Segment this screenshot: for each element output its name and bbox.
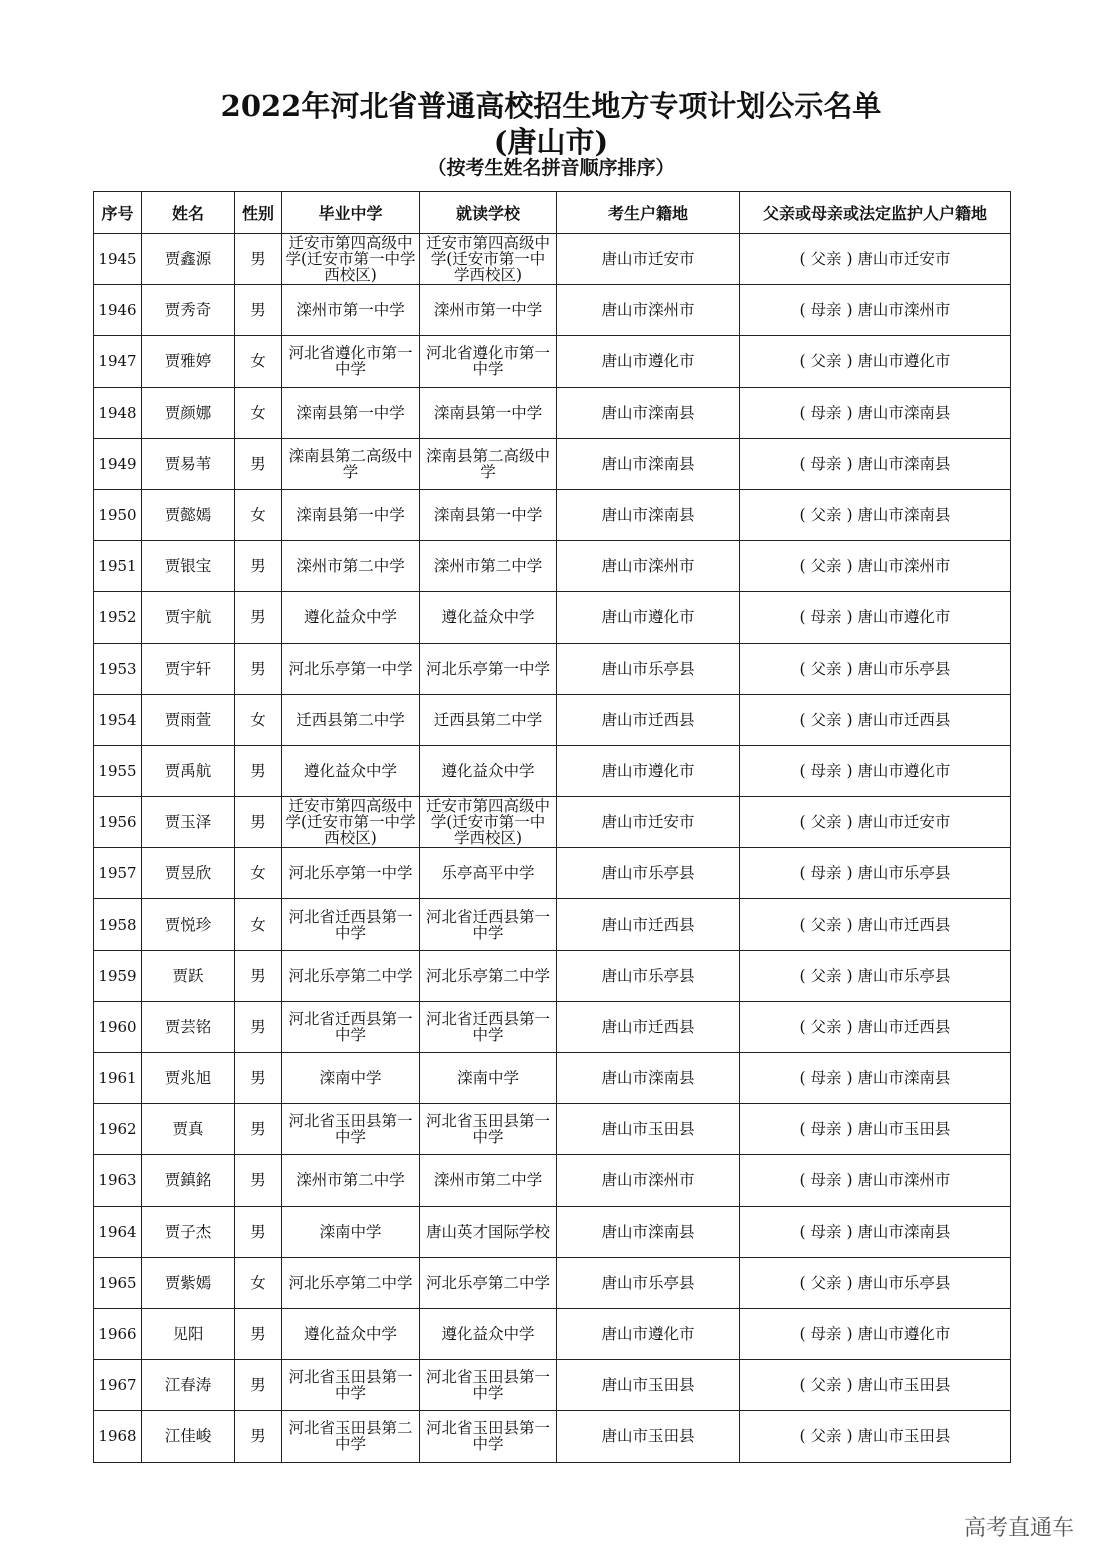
cell-seq: 1965 xyxy=(94,1257,142,1308)
cell-name: 贾秀奇 xyxy=(142,285,235,336)
cell-student-residence: 唐山市迁西县 xyxy=(557,694,740,745)
cell-graduated-school: 滦南中学 xyxy=(282,1206,420,1257)
table-row xyxy=(94,848,1011,899)
cell-guardian-residence: ( 母亲 ) 唐山市滦南县 xyxy=(740,1206,1011,1257)
cell-current-school: 河北省遵化市第一中学 xyxy=(420,336,557,387)
cell-seq: 1968 xyxy=(94,1411,142,1462)
table-row xyxy=(94,694,1011,745)
cell-current-school: 河北省玉田县第一中学 xyxy=(420,1104,557,1155)
cell-student-residence: 唐山市滦州市 xyxy=(557,1155,740,1206)
cell-guardian-residence: ( 母亲 ) 唐山市遵化市 xyxy=(740,1308,1011,1359)
cell-seq: 1967 xyxy=(94,1360,142,1411)
page-subtitle-city: (唐山市) xyxy=(493,125,609,159)
cell-graduated-school: 滦州市第二中学 xyxy=(282,541,420,592)
cell-name: 江春涛 xyxy=(142,1360,235,1411)
cell-guardian-residence: ( 母亲 ) 唐山市滦州市 xyxy=(740,285,1011,336)
cell-current-school: 河北省迁西县第一中学 xyxy=(420,899,557,950)
header-guardian-residence: 父亲或母亲或法定监护人户籍地 xyxy=(740,192,1011,234)
table-row xyxy=(94,438,1011,489)
cell-student-residence: 唐山市玉田县 xyxy=(557,1411,740,1462)
cell-graduated-school: 河北省迁西县第一中学 xyxy=(282,1001,420,1052)
cell-student-residence: 唐山市迁西县 xyxy=(557,1001,740,1052)
cell-name: 贾宇轩 xyxy=(142,643,235,694)
cell-guardian-residence: ( 父亲 ) 唐山市乐亭县 xyxy=(740,1257,1011,1308)
cell-graduated-school: 遵化益众中学 xyxy=(282,592,420,643)
cell-name: 江佳峻 xyxy=(142,1411,235,1462)
cell-guardian-residence: ( 母亲 ) 唐山市乐亭县 xyxy=(740,848,1011,899)
table-row xyxy=(94,336,1011,387)
cell-seq: 1963 xyxy=(94,1155,142,1206)
cell-current-school: 迁安市第四高级中学(迁安市第一中学西校区) xyxy=(420,797,557,848)
cell-graduated-school: 滦南县第一中学 xyxy=(282,489,420,540)
table-row xyxy=(94,1257,1011,1308)
page-subtitle-sort-note: （按考生姓名拼音顺序排序） xyxy=(427,157,675,179)
cell-current-school: 遵化益众中学 xyxy=(420,1308,557,1359)
cell-gender: 男 xyxy=(235,1104,282,1155)
cell-guardian-residence: ( 母亲 ) 唐山市滦南县 xyxy=(740,1053,1011,1104)
cell-seq: 1960 xyxy=(94,1001,142,1052)
cell-gender: 女 xyxy=(235,848,282,899)
cell-name: 贾兆旭 xyxy=(142,1053,235,1104)
cell-gender: 女 xyxy=(235,489,282,540)
table-row xyxy=(94,1360,1011,1411)
table-header-row xyxy=(94,192,1011,234)
cell-name: 贾银宝 xyxy=(142,541,235,592)
table-row xyxy=(94,797,1011,848)
cell-current-school: 河北省玉田县第一中学 xyxy=(420,1411,557,1462)
table-row xyxy=(94,1308,1011,1359)
cell-name: 贾昱欣 xyxy=(142,848,235,899)
cell-name: 贾懿嫣 xyxy=(142,489,235,540)
cell-graduated-school: 河北省遵化市第一中学 xyxy=(282,336,420,387)
header-name: 姓名 xyxy=(142,192,235,234)
table-row xyxy=(94,285,1011,336)
table-row xyxy=(94,541,1011,592)
table-row xyxy=(94,489,1011,540)
cell-guardian-residence: ( 父亲 ) 唐山市乐亭县 xyxy=(740,950,1011,1001)
cell-name: 贾鑫源 xyxy=(142,234,235,285)
cell-seq: 1952 xyxy=(94,592,142,643)
watermark-text: 高考直通车 xyxy=(963,1516,1074,1541)
cell-name: 贾易苇 xyxy=(142,438,235,489)
cell-student-residence: 唐山市乐亭县 xyxy=(557,1257,740,1308)
cell-name: 贾芸铭 xyxy=(142,1001,235,1052)
cell-guardian-residence: ( 父亲 ) 唐山市乐亭县 xyxy=(740,643,1011,694)
cell-current-school: 唐山英才国际学校 xyxy=(420,1206,557,1257)
cell-current-school: 乐亭高平中学 xyxy=(420,848,557,899)
cell-graduated-school: 滦州市第一中学 xyxy=(282,285,420,336)
cell-current-school: 河北乐亭第二中学 xyxy=(420,1257,557,1308)
cell-student-residence: 唐山市遵化市 xyxy=(557,336,740,387)
cell-graduated-school: 河北省玉田县第一中学 xyxy=(282,1360,420,1411)
cell-student-residence: 唐山市滦南县 xyxy=(557,1053,740,1104)
cell-seq: 1954 xyxy=(94,694,142,745)
cell-current-school: 遵化益众中学 xyxy=(420,592,557,643)
table-row xyxy=(94,745,1011,796)
table-row xyxy=(94,950,1011,1001)
cell-name: 贾子杰 xyxy=(142,1206,235,1257)
cell-student-residence: 唐山市滦州市 xyxy=(557,285,740,336)
cell-seq: 1961 xyxy=(94,1053,142,1104)
cell-gender: 男 xyxy=(235,797,282,848)
cell-graduated-school: 迁安市第四高级中学(迁安市第一中学西校区) xyxy=(282,234,420,285)
cell-gender: 男 xyxy=(235,592,282,643)
cell-seq: 1955 xyxy=(94,745,142,796)
cell-current-school: 河北乐亭第一中学 xyxy=(420,643,557,694)
cell-current-school: 河北省玉田县第一中学 xyxy=(420,1360,557,1411)
cell-current-school: 滦南县第一中学 xyxy=(420,387,557,438)
cell-current-school: 迁西县第二中学 xyxy=(420,694,557,745)
cell-gender: 女 xyxy=(235,694,282,745)
cell-graduated-school: 滦南县第一中学 xyxy=(282,387,420,438)
cell-name: 贾鎮銘 xyxy=(142,1155,235,1206)
cell-gender: 男 xyxy=(235,950,282,1001)
cell-current-school: 河北省迁西县第一中学 xyxy=(420,1001,557,1052)
cell-seq: 1951 xyxy=(94,541,142,592)
header-seq: 序号 xyxy=(94,192,142,234)
table-row xyxy=(94,1104,1011,1155)
cell-student-residence: 唐山市滦州市 xyxy=(557,541,740,592)
cell-name: 贾悦珍 xyxy=(142,899,235,950)
cell-guardian-residence: ( 父亲 ) 唐山市迁安市 xyxy=(740,797,1011,848)
cell-seq: 1945 xyxy=(94,234,142,285)
cell-graduated-school: 迁西县第二中学 xyxy=(282,694,420,745)
cell-gender: 男 xyxy=(235,745,282,796)
cell-student-residence: 唐山市滦南县 xyxy=(557,489,740,540)
cell-gender: 男 xyxy=(235,1206,282,1257)
cell-gender: 男 xyxy=(235,541,282,592)
cell-seq: 1947 xyxy=(94,336,142,387)
cell-student-residence: 唐山市乐亭县 xyxy=(557,643,740,694)
cell-current-school: 滦南中学 xyxy=(420,1053,557,1104)
cell-guardian-residence: ( 父亲 ) 唐山市玉田县 xyxy=(740,1360,1011,1411)
cell-current-school: 滦南县第一中学 xyxy=(420,489,557,540)
cell-graduated-school: 遵化益众中学 xyxy=(282,745,420,796)
cell-guardian-residence: ( 父亲 ) 唐山市迁西县 xyxy=(740,899,1011,950)
cell-student-residence: 唐山市滦南县 xyxy=(557,387,740,438)
table-row xyxy=(94,1001,1011,1052)
cell-seq: 1953 xyxy=(94,643,142,694)
cell-student-residence: 唐山市遵化市 xyxy=(557,745,740,796)
cell-current-school: 迁安市第四高级中学(迁安市第一中学西校区) xyxy=(420,234,557,285)
cell-name: 贾宇航 xyxy=(142,592,235,643)
cell-gender: 男 xyxy=(235,1360,282,1411)
header-graduated-school: 毕业中学 xyxy=(282,192,420,234)
cell-name: 见阳 xyxy=(142,1308,235,1359)
cell-seq: 1966 xyxy=(94,1308,142,1359)
cell-guardian-residence: ( 母亲 ) 唐山市遵化市 xyxy=(740,592,1011,643)
admission-list-table xyxy=(93,191,1011,1463)
cell-graduated-school: 滦南县第二高级中学 xyxy=(282,438,420,489)
cell-guardian-residence: ( 父亲 ) 唐山市遵化市 xyxy=(740,336,1011,387)
cell-current-school: 河北乐亭第二中学 xyxy=(420,950,557,1001)
header-student-residence: 考生户籍地 xyxy=(557,192,740,234)
cell-guardian-residence: ( 父亲 ) 唐山市迁安市 xyxy=(740,234,1011,285)
cell-current-school: 滦州市第一中学 xyxy=(420,285,557,336)
header-current-school: 就读学校 xyxy=(420,192,557,234)
cell-guardian-residence: ( 母亲 ) 唐山市滦南县 xyxy=(740,438,1011,489)
cell-seq: 1956 xyxy=(94,797,142,848)
table-row xyxy=(94,1053,1011,1104)
cell-gender: 男 xyxy=(235,1001,282,1052)
cell-graduated-school: 滦南中学 xyxy=(282,1053,420,1104)
cell-student-residence: 唐山市玉田县 xyxy=(557,1360,740,1411)
cell-guardian-residence: ( 父亲 ) 唐山市滦南县 xyxy=(740,489,1011,540)
header-gender: 性别 xyxy=(235,192,282,234)
cell-current-school: 滦州市第二中学 xyxy=(420,541,557,592)
cell-graduated-school: 滦州市第二中学 xyxy=(282,1155,420,1206)
cell-seq: 1958 xyxy=(94,899,142,950)
cell-guardian-residence: ( 母亲 ) 唐山市遵化市 xyxy=(740,745,1011,796)
table-row xyxy=(94,643,1011,694)
cell-student-residence: 唐山市滦南县 xyxy=(557,1206,740,1257)
cell-student-residence: 唐山市玉田县 xyxy=(557,1104,740,1155)
cell-guardian-residence: ( 父亲 ) 唐山市玉田县 xyxy=(740,1411,1011,1462)
cell-graduated-school: 河北乐亭第一中学 xyxy=(282,643,420,694)
cell-name: 贾禹航 xyxy=(142,745,235,796)
cell-student-residence: 唐山市乐亭县 xyxy=(557,950,740,1001)
cell-seq: 1959 xyxy=(94,950,142,1001)
cell-gender: 男 xyxy=(235,1053,282,1104)
cell-graduated-school: 河北省玉田县第二中学 xyxy=(282,1411,420,1462)
cell-graduated-school: 河北省玉田县第一中学 xyxy=(282,1104,420,1155)
cell-name: 贾跃 xyxy=(142,950,235,1001)
cell-current-school: 滦南县第二高级中学 xyxy=(420,438,557,489)
page-title: 2022年河北省普通高校招生地方专项计划公示名单 xyxy=(220,89,882,123)
cell-seq: 1946 xyxy=(94,285,142,336)
cell-student-residence: 唐山市遵化市 xyxy=(557,1308,740,1359)
cell-graduated-school: 河北乐亭第一中学 xyxy=(282,848,420,899)
cell-gender: 女 xyxy=(235,899,282,950)
cell-gender: 女 xyxy=(235,387,282,438)
cell-graduated-school: 迁安市第四高级中学(迁安市第一中学西校区) xyxy=(282,797,420,848)
cell-graduated-school: 河北省迁西县第一中学 xyxy=(282,899,420,950)
cell-seq: 1950 xyxy=(94,489,142,540)
table-row xyxy=(94,1155,1011,1206)
cell-seq: 1964 xyxy=(94,1206,142,1257)
table-row xyxy=(94,234,1011,285)
table-row xyxy=(94,387,1011,438)
cell-guardian-residence: ( 母亲 ) 唐山市滦州市 xyxy=(740,1155,1011,1206)
cell-graduated-school: 河北乐亭第二中学 xyxy=(282,1257,420,1308)
table-row xyxy=(94,592,1011,643)
cell-gender: 男 xyxy=(235,234,282,285)
cell-guardian-residence: ( 母亲 ) 唐山市滦南县 xyxy=(740,387,1011,438)
cell-gender: 男 xyxy=(235,438,282,489)
cell-current-school: 滦州市第二中学 xyxy=(420,1155,557,1206)
table-row xyxy=(94,899,1011,950)
cell-name: 贾雅婷 xyxy=(142,336,235,387)
cell-gender: 女 xyxy=(235,1257,282,1308)
cell-guardian-residence: ( 父亲 ) 唐山市迁西县 xyxy=(740,694,1011,745)
table-row xyxy=(94,1411,1011,1462)
cell-seq: 1949 xyxy=(94,438,142,489)
cell-gender: 男 xyxy=(235,1411,282,1462)
cell-student-residence: 唐山市迁安市 xyxy=(557,234,740,285)
cell-seq: 1948 xyxy=(94,387,142,438)
table-row xyxy=(94,1206,1011,1257)
cell-name: 贾真 xyxy=(142,1104,235,1155)
cell-student-residence: 唐山市迁安市 xyxy=(557,797,740,848)
cell-guardian-residence: ( 父亲 ) 唐山市迁西县 xyxy=(740,1001,1011,1052)
cell-gender: 男 xyxy=(235,1155,282,1206)
cell-current-school: 遵化益众中学 xyxy=(420,745,557,796)
cell-name: 贾雨萱 xyxy=(142,694,235,745)
cell-gender: 男 xyxy=(235,285,282,336)
cell-seq: 1962 xyxy=(94,1104,142,1155)
cell-seq: 1957 xyxy=(94,848,142,899)
cell-name: 贾紫嫣 xyxy=(142,1257,235,1308)
cell-student-residence: 唐山市乐亭县 xyxy=(557,848,740,899)
cell-name: 贾颜娜 xyxy=(142,387,235,438)
cell-guardian-residence: ( 父亲 ) 唐山市滦州市 xyxy=(740,541,1011,592)
cell-gender: 男 xyxy=(235,643,282,694)
cell-gender: 女 xyxy=(235,336,282,387)
cell-graduated-school: 河北乐亭第二中学 xyxy=(282,950,420,1001)
cell-guardian-residence: ( 母亲 ) 唐山市玉田县 xyxy=(740,1104,1011,1155)
cell-student-residence: 唐山市滦南县 xyxy=(557,438,740,489)
cell-student-residence: 唐山市迁西县 xyxy=(557,899,740,950)
cell-gender: 男 xyxy=(235,1308,282,1359)
cell-student-residence: 唐山市遵化市 xyxy=(557,592,740,643)
cell-graduated-school: 遵化益众中学 xyxy=(282,1308,420,1359)
cell-name: 贾玉泽 xyxy=(142,797,235,848)
